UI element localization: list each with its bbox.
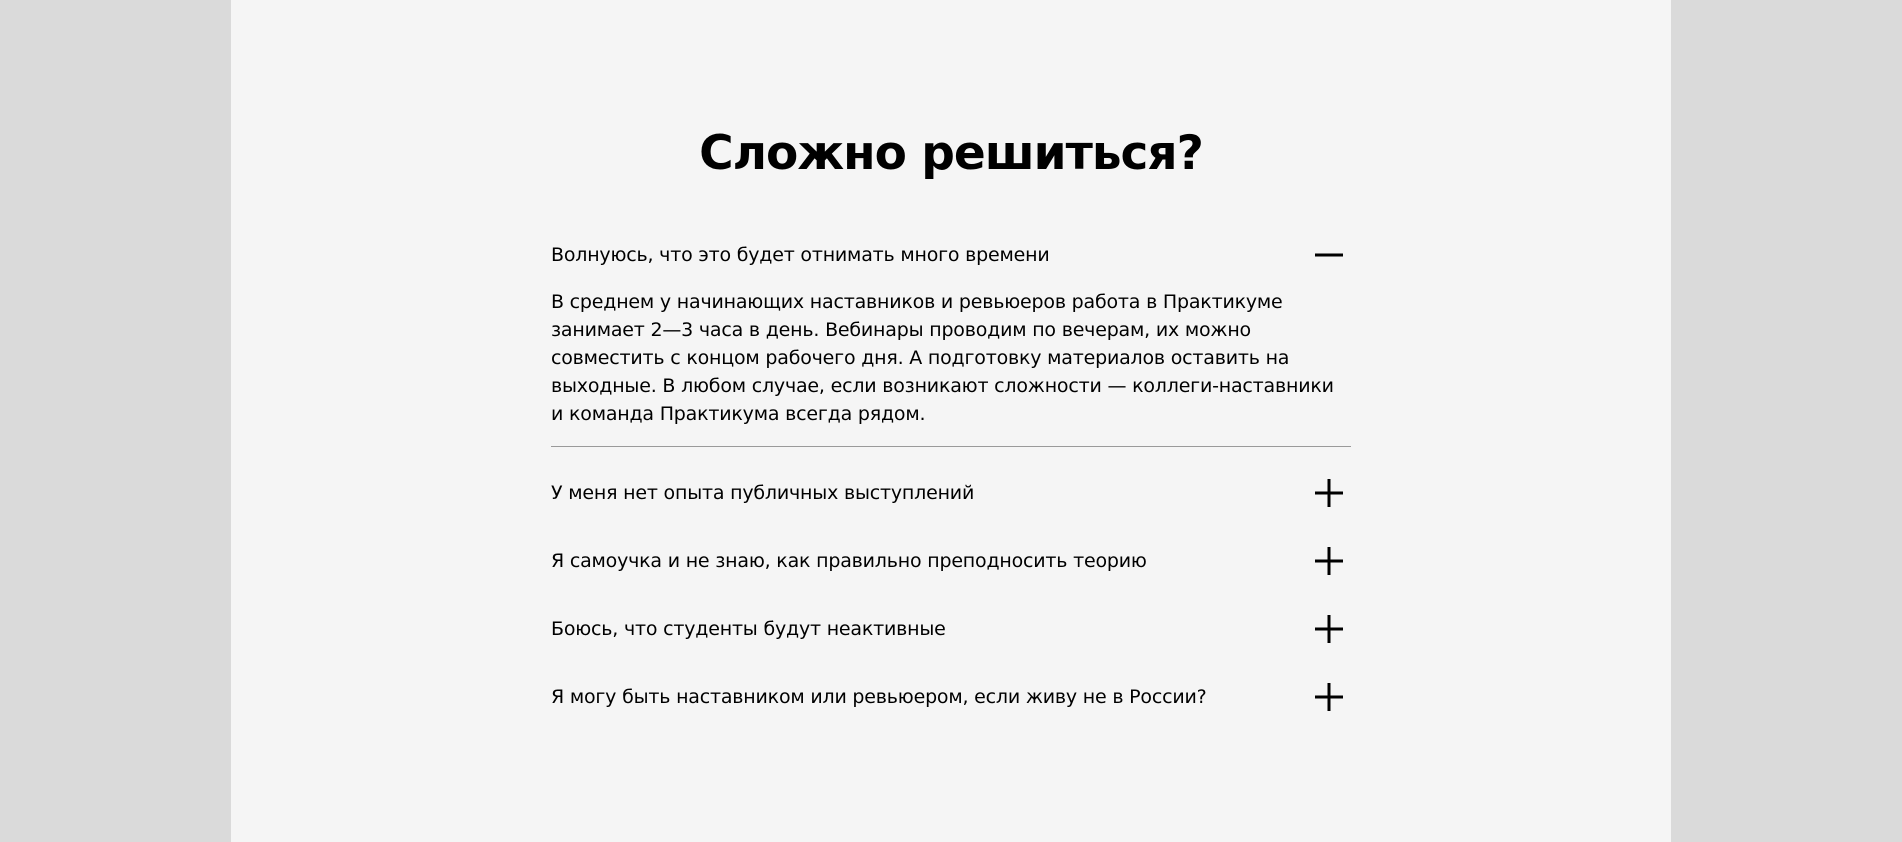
faq-item — [551, 459, 1351, 527]
page-content — [231, 0, 1671, 842]
plus-icon[interactable] — [1315, 547, 1343, 575]
faq-question-text: Боюсь, что студенты будут неактивные — [551, 618, 946, 640]
faq-question-toggle[interactable] — [551, 527, 1351, 595]
faq-question-text: Волнуюсь, что это будет отнимать много времени — [551, 244, 1050, 266]
faq-item — [551, 663, 1351, 731]
minus-icon[interactable] — [1315, 241, 1343, 269]
plus-icon[interactable] — [1315, 479, 1343, 507]
faq-item — [551, 232, 1351, 447]
faq-question-toggle[interactable] — [551, 232, 1351, 278]
plus-icon[interactable] — [1315, 683, 1343, 711]
faq-item — [551, 595, 1351, 663]
section-title: Сложно решиться? — [699, 126, 1203, 181]
faq-question-toggle[interactable] — [551, 595, 1351, 663]
faq-question-toggle[interactable] — [551, 663, 1351, 731]
faq-accordion — [551, 232, 1351, 731]
plus-icon[interactable] — [1315, 615, 1343, 643]
faq-answer: В среднем у начинающих наставников и ревьюеров работа в Практикуме занимает 2—3 часа в день. Вебинары проводим по вечерам, их можно совместить с концом рабочего дня. А подготовку материалов оставить на выходные. В любом случае, если возникают сложности — коллеги-наставники и команда Практикума всегда рядом. — [551, 288, 1351, 447]
faq-question-toggle[interactable] — [551, 459, 1351, 527]
faq-question-text: Я могу быть наставником или ревьюером, если живу не в России? — [551, 686, 1207, 708]
faq-question-text: Я самоучка и не знаю, как правильно преподносить теорию — [551, 550, 1147, 572]
faq-item — [551, 527, 1351, 595]
faq-question-text: У меня нет опыта публичных выступлений — [551, 482, 975, 504]
